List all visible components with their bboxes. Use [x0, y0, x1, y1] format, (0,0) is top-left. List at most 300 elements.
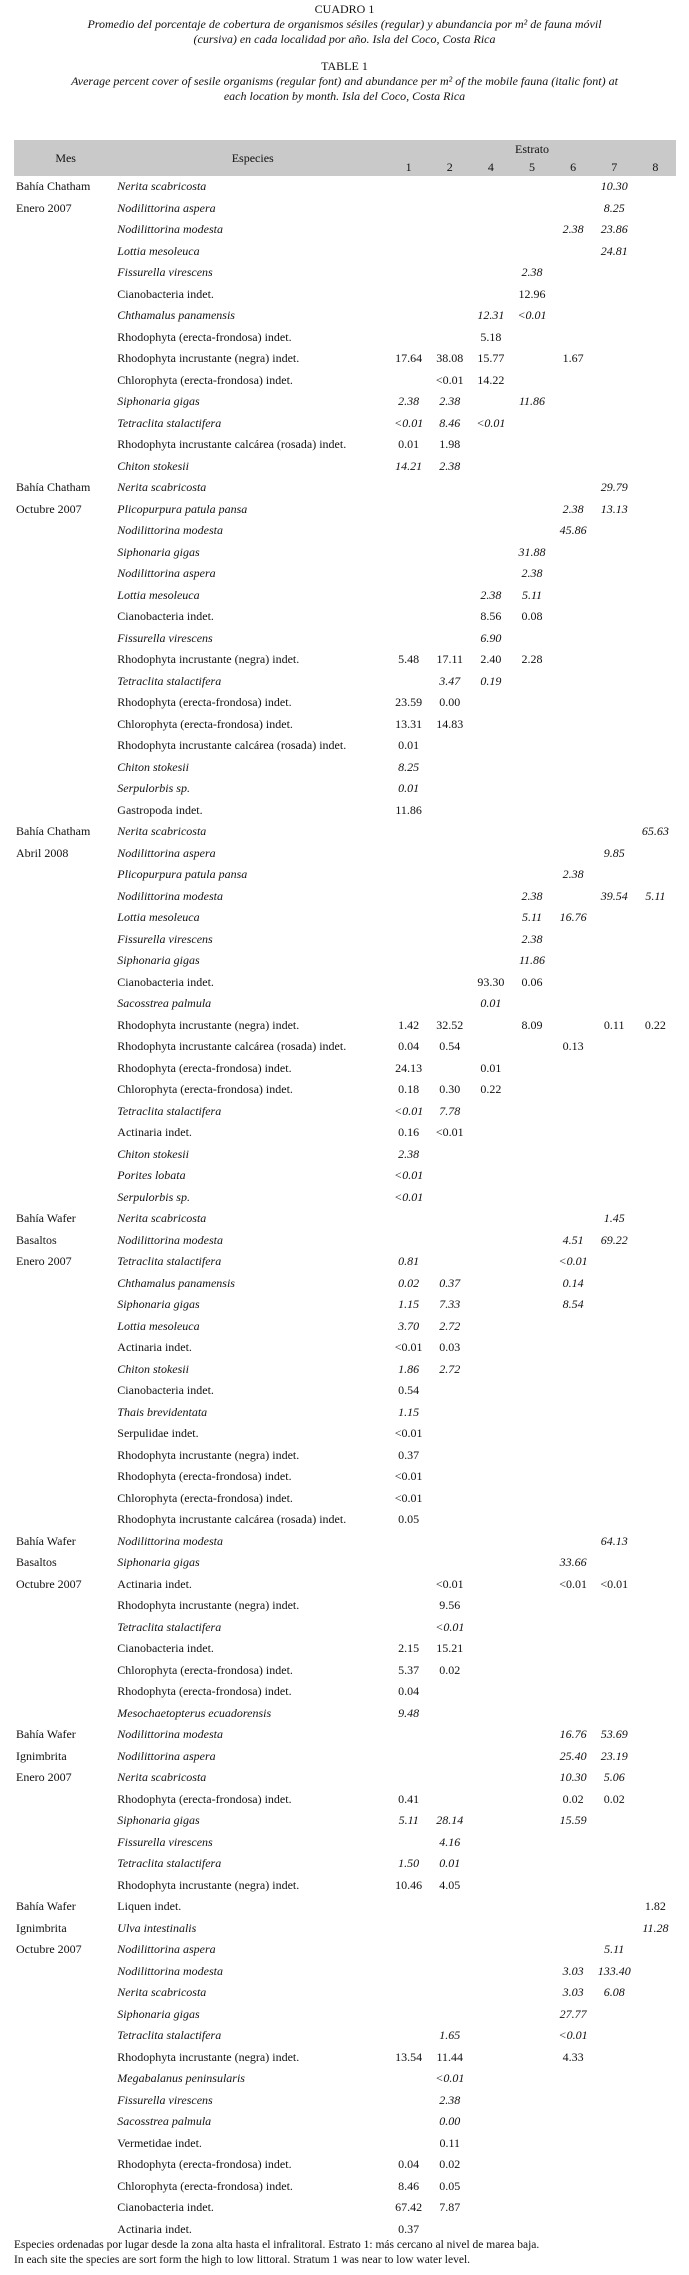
cell-value — [511, 1273, 552, 1295]
cell-value: 0.02 — [603, 1791, 625, 1806]
cell-value — [511, 1552, 552, 1574]
cell-value — [635, 1036, 676, 1058]
table-row — [14, 1058, 676, 1080]
cell-mes — [14, 1595, 117, 1617]
cell-value — [635, 1789, 676, 1811]
table-row — [14, 1896, 676, 1918]
cell-value — [594, 1703, 635, 1725]
cell-mes — [14, 219, 117, 241]
cell-value — [594, 1144, 635, 1166]
cell-value — [511, 1724, 552, 1746]
cell-value — [429, 2004, 470, 2026]
cell-value — [470, 1359, 511, 1381]
cell-value — [388, 821, 429, 843]
data-table — [14, 140, 676, 2240]
cell-value — [635, 1337, 676, 1359]
cell-value — [429, 1531, 470, 1553]
cell-value — [594, 1595, 635, 1617]
cell-value: 0.01 — [398, 437, 420, 452]
table-row — [14, 972, 676, 994]
cell-value — [635, 864, 676, 886]
table-row — [14, 1638, 676, 1660]
cell-value — [553, 434, 594, 456]
cell-value — [594, 348, 635, 370]
cell-mes — [14, 993, 117, 1015]
cell-value — [470, 499, 511, 521]
cell-value — [635, 1552, 676, 1574]
cell-value — [553, 1058, 594, 1080]
cell-species: Lottia mesoleuca — [117, 243, 200, 258]
cell-value: <0.01 — [558, 1254, 588, 1269]
cell-value — [388, 1896, 429, 1918]
cell-value: 0.04 — [398, 1039, 420, 1054]
cell-value — [429, 1724, 470, 1746]
cell-value — [388, 972, 429, 994]
cell-value — [429, 886, 470, 908]
table-row — [14, 606, 676, 628]
cell-value — [594, 456, 635, 478]
cell-value — [635, 477, 676, 499]
cell-value — [635, 1445, 676, 1467]
cell-value — [553, 327, 594, 349]
cell-value — [594, 1896, 635, 1918]
cell-mes — [14, 1466, 117, 1488]
cell-mes — [14, 907, 117, 929]
cell-species: Nodilittorina aspera — [117, 566, 216, 581]
cell-value: 3.70 — [398, 1318, 420, 1333]
cell-value — [594, 1101, 635, 1123]
cell-species: Liquen indet. — [117, 1899, 182, 1914]
cell-value: 13.31 — [395, 716, 423, 731]
cell-value — [511, 2111, 552, 2133]
cell-value — [470, 477, 511, 499]
cell-species: Chiton stokesii — [117, 458, 189, 473]
cell-value: 33.66 — [559, 1555, 587, 1570]
cell-value — [511, 1101, 552, 1123]
cell-mes: Basaltos — [16, 1555, 57, 1570]
cell-value — [511, 1488, 552, 1510]
cell-value — [594, 1488, 635, 1510]
cell-value — [429, 1961, 470, 1983]
cell-mes — [14, 671, 117, 693]
cell-value — [511, 2004, 552, 2026]
cell-value — [635, 1079, 676, 1101]
cell-value — [511, 2047, 552, 2069]
cell-species: Nodilittorina aspera — [117, 845, 216, 860]
cell-value — [388, 1552, 429, 1574]
cell-value: 4.16 — [439, 1834, 461, 1849]
table-row — [14, 413, 676, 435]
table-row — [14, 2068, 676, 2090]
cell-value — [511, 1617, 552, 1639]
cell-value: 0.00 — [439, 2114, 461, 2129]
cell-value — [635, 1853, 676, 1875]
cell-value — [388, 864, 429, 886]
cell-value — [429, 778, 470, 800]
cell-value: 65.63 — [641, 824, 669, 839]
cell-value: 32.52 — [436, 1017, 464, 1032]
cell-species: Siphonaria gigas — [117, 394, 200, 409]
cell-value: 39.54 — [600, 888, 628, 903]
cell-species: Cianobacteria indet. — [117, 609, 214, 624]
cell-mes — [14, 1380, 117, 1402]
cell-value — [470, 2219, 511, 2241]
table-row — [14, 1187, 676, 1209]
footnote-spanish: Especies ordenadas por lugar desde la zona alta hasta el infralitoral. Estrato 1: más cercano al nivel de marea baja. — [14, 2239, 540, 2251]
cell-species: Rhodophyta (erecta-frondosa) indet. — [117, 1791, 292, 1806]
cell-value — [388, 993, 429, 1015]
cell-value — [470, 1316, 511, 1338]
cell-value — [635, 305, 676, 327]
cell-value — [553, 2154, 594, 2176]
cell-mes — [14, 606, 117, 628]
cell-value: 0.54 — [398, 1383, 420, 1398]
header-stratum: 1 — [388, 158, 429, 176]
table-row — [14, 1079, 676, 1101]
cell-value — [635, 284, 676, 306]
cell-value — [511, 2197, 552, 2219]
cell-value — [511, 434, 552, 456]
table-row — [14, 2090, 676, 2112]
cell-value — [635, 456, 676, 478]
cell-value — [470, 778, 511, 800]
cell-species: Nodilittorina aspera — [117, 1942, 216, 1957]
cell-species: Thais brevidentata — [117, 1404, 208, 1419]
cell-value — [429, 327, 470, 349]
cell-value — [594, 284, 635, 306]
table-row — [14, 907, 676, 929]
cell-mes: Bahía Wafer — [16, 1727, 76, 1742]
cell-value — [635, 1724, 676, 1746]
cell-value — [429, 1445, 470, 1467]
cell-mes — [14, 2154, 117, 2176]
cell-value — [429, 929, 470, 951]
cell-species: Serpulorbis sp. — [117, 781, 190, 796]
cell-value — [553, 1402, 594, 1424]
cell-value — [553, 198, 594, 220]
cell-value: 6.90 — [480, 630, 502, 645]
cell-value — [635, 219, 676, 241]
cell-value: 5.18 — [480, 329, 502, 344]
cell-value: 17.64 — [395, 351, 423, 366]
cell-species: Rhodophyta incrustante (negra) indet. — [117, 1447, 300, 1462]
table-row — [14, 1509, 676, 1531]
cell-value — [388, 262, 429, 284]
table-row — [14, 735, 676, 757]
cell-value — [470, 1445, 511, 1467]
cell-mes: Ignimbrita — [16, 1920, 67, 1935]
cell-value: 0.01 — [439, 1856, 461, 1871]
cell-species: Tetraclita stalactifera — [117, 1619, 222, 1634]
cell-value: 0.22 — [644, 1017, 666, 1032]
cell-value — [511, 692, 552, 714]
cell-value — [511, 2025, 552, 2047]
cell-value — [388, 1531, 429, 1553]
cell-value: 4.05 — [439, 1877, 461, 1892]
table-row — [14, 1789, 676, 1811]
cell-mes — [14, 886, 117, 908]
table-row — [14, 2133, 676, 2155]
cell-value: 8.25 — [398, 759, 420, 774]
cell-value — [511, 1208, 552, 1230]
cell-value — [594, 1187, 635, 1209]
cell-value — [594, 1058, 635, 1080]
cell-species: Fissurella virescens — [117, 630, 213, 645]
cell-mes — [14, 1789, 117, 1811]
cell-value: 38.08 — [436, 351, 464, 366]
cell-species: Nerita scabricosta — [117, 1770, 207, 1785]
caption-spanish — [0, 2, 689, 47]
cell-value — [511, 1574, 552, 1596]
table-row — [14, 1746, 676, 1768]
cell-value — [388, 1208, 429, 1230]
cell-value: 1.86 — [398, 1361, 420, 1376]
cell-species: Nerita scabricosta — [117, 824, 207, 839]
cell-value — [594, 1918, 635, 1940]
cell-mes — [14, 1122, 117, 1144]
cell-value: 7.33 — [439, 1297, 461, 1312]
cell-value — [511, 1961, 552, 1983]
cell-value — [511, 1466, 552, 1488]
table-row — [14, 456, 676, 478]
cell-species: Fissurella virescens — [117, 265, 213, 280]
cell-value — [470, 2004, 511, 2026]
cell-value — [388, 1230, 429, 1252]
cell-value — [511, 628, 552, 650]
table-row — [14, 1832, 676, 1854]
cell-value: 8.46 — [398, 2178, 420, 2193]
cell-value — [470, 2176, 511, 2198]
cell-mes — [14, 284, 117, 306]
table-row — [14, 1961, 676, 1983]
cell-value: 17.11 — [436, 652, 464, 667]
cell-value — [635, 1982, 676, 2004]
cell-mes — [14, 2047, 117, 2069]
cell-species: Chlorophyta (erecta-frondosa) indet. — [117, 1082, 293, 1097]
cell-species: Lottia mesoleuca — [117, 1318, 200, 1333]
cell-value — [553, 1316, 594, 1338]
cell-species: Actinaria indet. — [117, 1340, 192, 1355]
cell-value: <0.01 — [600, 1576, 629, 1591]
cell-value — [470, 950, 511, 972]
cell-species: Nodilittorina aspera — [117, 200, 216, 215]
cell-mes — [14, 2004, 117, 2026]
cell-value — [470, 800, 511, 822]
table-row — [14, 800, 676, 822]
table-row — [14, 1337, 676, 1359]
table-row — [14, 628, 676, 650]
table-row — [14, 2111, 676, 2133]
cell-mes — [14, 1359, 117, 1381]
cell-value — [553, 1359, 594, 1381]
cell-species: Vermetidae indet. — [117, 2135, 202, 2150]
cell-value: 0.14 — [562, 1275, 584, 1290]
cell-species: Chlorophyta (erecta-frondosa) indet. — [117, 2178, 293, 2193]
table-row — [14, 1251, 676, 1273]
cell-value — [635, 1101, 676, 1123]
cell-value — [553, 1101, 594, 1123]
cell-value — [388, 477, 429, 499]
cell-value — [388, 241, 429, 263]
cell-value — [553, 2197, 594, 2219]
cell-value: 27.77 — [559, 2006, 587, 2021]
cell-species: Actinaria indet. — [117, 2221, 192, 2236]
cell-value — [511, 993, 552, 1015]
cell-value — [594, 714, 635, 736]
cell-value — [470, 1810, 511, 1832]
cell-value — [511, 1445, 552, 1467]
cell-value: 24.13 — [395, 1060, 423, 1075]
cell-value: 2.38 — [439, 458, 461, 473]
cell-value — [635, 1122, 676, 1144]
cell-species: Ulva intestinalis — [117, 1920, 197, 1935]
cell-value — [429, 821, 470, 843]
cell-value — [635, 2133, 676, 2155]
cell-species: Nerita scabricosta — [117, 1211, 207, 1226]
cell-species: Rhodophyta (erecta-frondosa) indet. — [117, 1684, 292, 1699]
cell-value — [429, 1509, 470, 1531]
table-row — [14, 1466, 676, 1488]
cell-mes — [14, 2025, 117, 2047]
table-row — [14, 1810, 676, 1832]
cell-value — [388, 2111, 429, 2133]
cell-mes — [14, 585, 117, 607]
cell-value — [635, 1359, 676, 1381]
table-row — [14, 542, 676, 564]
cell-value: 0.81 — [398, 1254, 420, 1269]
cell-value: 0.13 — [562, 1039, 584, 1054]
cell-value — [553, 950, 594, 972]
cell-value — [635, 2025, 676, 2047]
cell-value: 13.13 — [600, 501, 628, 516]
cell-value — [635, 628, 676, 650]
cell-species: Rhodophyta incrustante (negra) indet. — [117, 652, 300, 667]
cell-value — [635, 348, 676, 370]
cell-value — [635, 1961, 676, 1983]
cell-value — [635, 1230, 676, 1252]
cell-value — [511, 2176, 552, 2198]
cell-value — [470, 241, 511, 263]
cell-value: 67.42 — [395, 2200, 423, 2215]
cell-value: 14.83 — [436, 716, 464, 731]
cell-value — [553, 2068, 594, 2090]
cell-value — [388, 1617, 429, 1639]
cell-species: Rhodophyta (erecta-frondosa) indet. — [117, 1060, 292, 1075]
header-stratum: 2 — [429, 158, 470, 176]
cell-species: Rhodophyta incrustante calcárea (rosada) indet. — [117, 437, 347, 452]
cell-value: 0.18 — [398, 1082, 420, 1097]
cell-value — [470, 2111, 511, 2133]
table-row — [14, 1402, 676, 1424]
cell-value — [511, 1337, 552, 1359]
cell-value — [594, 1810, 635, 1832]
cell-mes: Enero 2007 — [16, 1254, 72, 1269]
table-text: Average percent cover of sesile organisms (regular font) and abundance per m² of the mobile fauna (italic font) at each location by month. Isla del Coco, Costa Rica — [71, 74, 618, 103]
cell-value — [511, 2068, 552, 2090]
cell-value — [594, 1466, 635, 1488]
cell-value: 5.11 — [521, 587, 543, 602]
cell-value — [635, 2176, 676, 2198]
cell-species: Chiton stokesii — [117, 1146, 189, 1161]
cell-value — [429, 1423, 470, 1445]
cell-value — [429, 477, 470, 499]
cell-mes — [14, 241, 117, 263]
cell-value — [470, 284, 511, 306]
cell-value — [635, 1208, 676, 1230]
cell-value — [429, 1488, 470, 1510]
cell-value: 10.30 — [600, 179, 628, 194]
cell-species: Nerita scabricosta — [117, 179, 207, 194]
cell-value — [553, 477, 594, 499]
cell-value — [553, 2133, 594, 2155]
cell-value — [429, 1187, 470, 1209]
cell-value — [511, 714, 552, 736]
cell-value: 1.98 — [439, 437, 461, 452]
document-page — [0, 2, 689, 2266]
cell-value — [470, 1531, 511, 1553]
cell-value — [635, 1810, 676, 1832]
cell-mes — [14, 2219, 117, 2241]
table-row — [14, 821, 676, 843]
cell-value: 25.40 — [559, 1748, 587, 1763]
table-row — [14, 585, 676, 607]
cell-value: 8.46 — [439, 415, 461, 430]
cell-value: 2.38 — [439, 2092, 461, 2107]
cell-value — [635, 1660, 676, 1682]
cell-value — [511, 1832, 552, 1854]
cell-value: 23.59 — [395, 695, 423, 710]
cell-value — [635, 649, 676, 671]
cell-value — [553, 2111, 594, 2133]
cell-value — [594, 1359, 635, 1381]
cell-value: 11.86 — [395, 802, 422, 817]
cell-mes — [14, 1015, 117, 1037]
cell-value — [388, 327, 429, 349]
cell-value — [388, 606, 429, 628]
cell-species: Serpulidae indet. — [117, 1426, 199, 1441]
cell-value — [511, 219, 552, 241]
cell-mes — [14, 1165, 117, 1187]
header-stratum: 6 — [553, 158, 594, 176]
cell-value — [388, 628, 429, 650]
cell-value — [511, 1359, 552, 1381]
cell-value: 10.46 — [395, 1877, 423, 1892]
cell-value — [553, 1165, 594, 1187]
cell-value — [511, 1918, 552, 1940]
cell-value — [470, 1574, 511, 1596]
cell-value — [511, 1875, 552, 1897]
cell-value — [511, 241, 552, 263]
cell-species: Tetraclita stalactifera — [117, 415, 222, 430]
cell-value: 0.02 — [562, 1791, 584, 1806]
cell-value — [635, 1273, 676, 1295]
cell-species: Chthamalus panamensis — [117, 1275, 235, 1290]
cell-mes: Basaltos — [16, 1232, 57, 1247]
cell-value: 14.22 — [477, 372, 505, 387]
cell-value — [470, 929, 511, 951]
table-row — [14, 843, 676, 865]
table-row — [14, 1531, 676, 1553]
cell-species: Chlorophyta (erecta-frondosa) indet. — [117, 372, 293, 387]
cell-value — [594, 1337, 635, 1359]
cell-value: 0.01 — [398, 781, 420, 796]
cell-value: 3.47 — [439, 673, 461, 688]
cell-value — [470, 692, 511, 714]
cell-value — [511, 456, 552, 478]
cell-value — [635, 843, 676, 865]
cell-value — [635, 1380, 676, 1402]
cell-value — [635, 520, 676, 542]
